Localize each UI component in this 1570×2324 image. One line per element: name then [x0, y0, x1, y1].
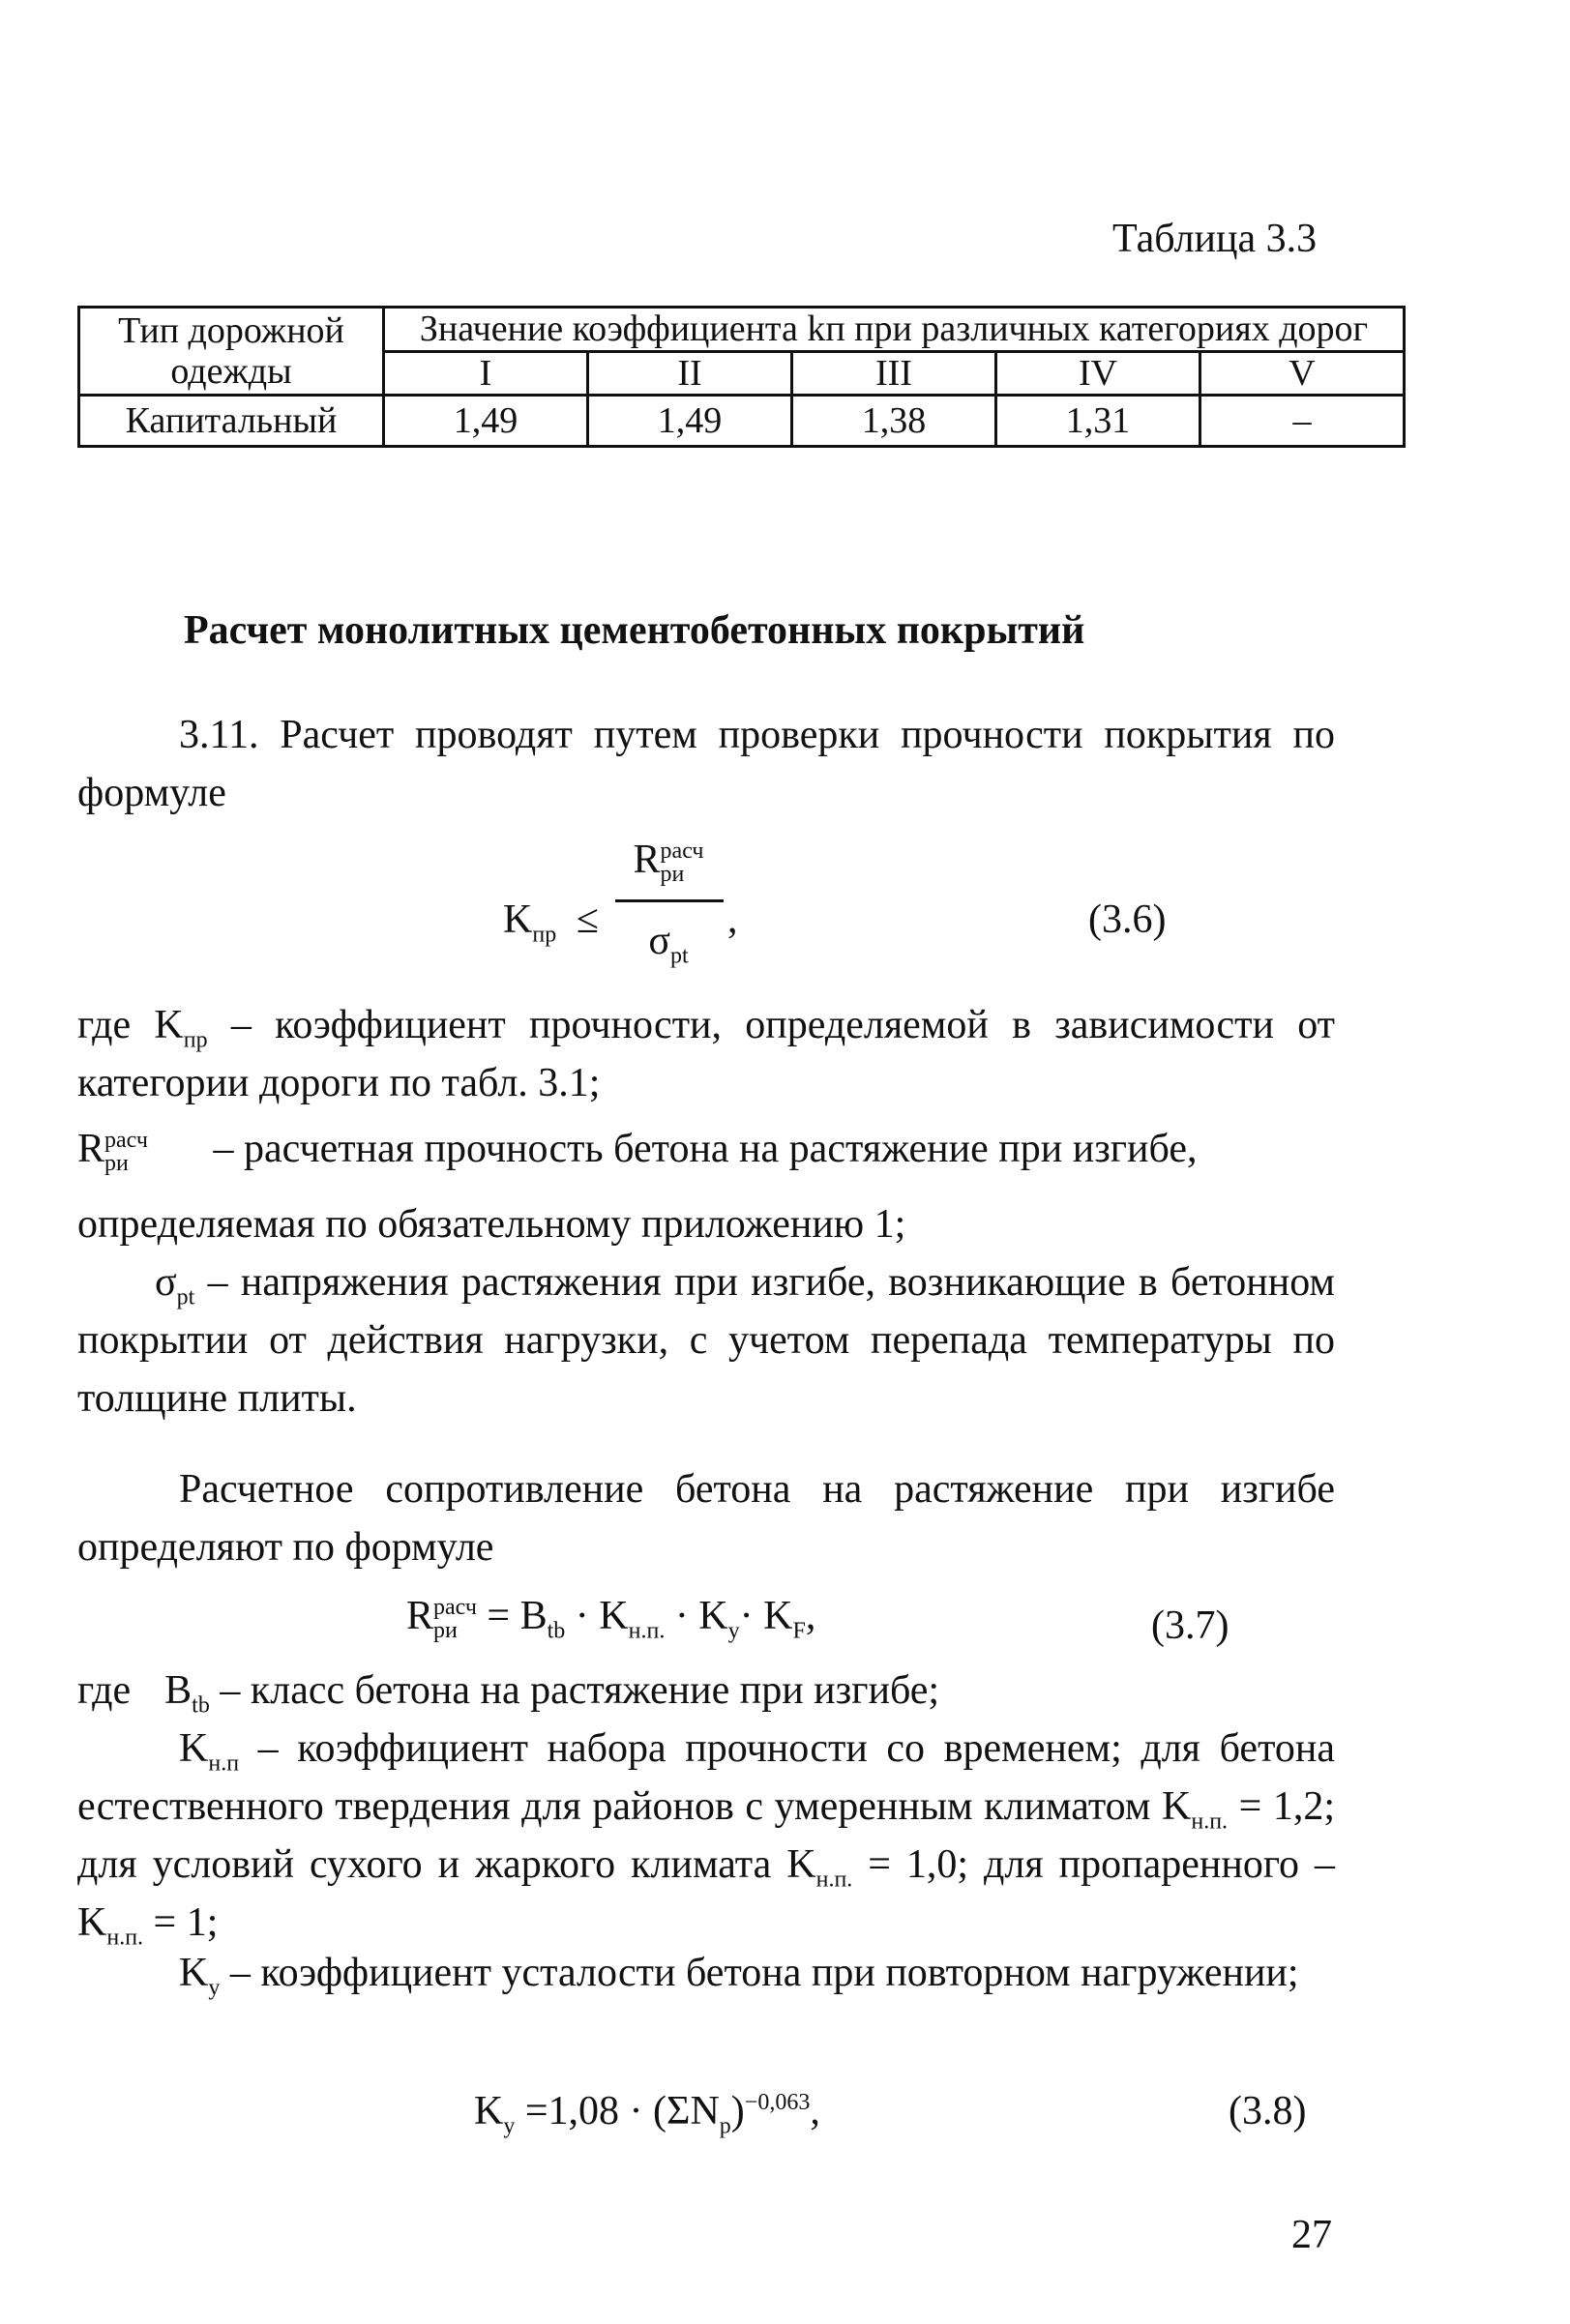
table-header-value: Значение коэффициента kп при различных категориях дорог	[384, 308, 1405, 352]
formula-3-7: R расч ри = $B_{tb} \cdot K_{н.п.} \cdot K_у\cdot K_F$,	[406, 1594, 816, 1644]
table-cell: 1,49	[384, 396, 588, 447]
table-cell: 1,49	[588, 396, 792, 447]
definition-sigma: $\sigma_{pt}$ – напряжения растяжения при изгибе, возникающие в бетонном покрытии от действия нагрузки, с учетом перепада температуры по толщине плиты.	[77, 1260, 1335, 1421]
definition-r: R расч ри – расчетная прочность бетона на растяжение при изгибе,	[77, 1127, 1198, 1177]
paragraph-resistance: Расчетное сопротивление бетона на растяжение при изгибе определяют по формуле	[77, 1467, 1335, 1570]
table-category: V	[1200, 351, 1405, 396]
definition-r-cont: определяемая по обязательному приложению 1;	[77, 1202, 906, 1247]
page-number: 27	[1291, 2213, 1332, 2257]
table-cell: 1,31	[996, 396, 1200, 447]
paragraph-3-11	[77, 706, 1335, 822]
formula-3-6-denominator: $\sigma_{pt}$	[648, 919, 689, 969]
table-category: I	[384, 351, 588, 396]
formula-3-8-number: (3.8)	[1229, 2089, 1307, 2133]
table-category: IV	[996, 351, 1200, 396]
table-category: III	[792, 351, 996, 396]
section-title: Расчет монолитных цементобетонных покрытий	[184, 608, 1085, 653]
formula-3-6-number: (3.6)	[1088, 897, 1167, 942]
coefficient-table	[77, 306, 1406, 448]
paragraph-text: 3.11. Расчет проводят путем проверки прочности покрытия по формуле	[77, 713, 1335, 815]
table-cell: 1,38	[792, 396, 996, 447]
definition-ky: $K_у$ – коэффициент усталости бетона при повторном нагружении;	[179, 1951, 1299, 2001]
formula-3-7-number: (3.7)	[1151, 1603, 1229, 1648]
formula-3-6-lhs: $K_{пр}$ ≤	[503, 897, 599, 948]
definition-knp: $K_{н.п}$ – коэффициент набора прочности со временем; для бетона естественного твердения для районов с умеренным климатом $K_{н.п.} = 1,2$; для условий сухого и жаркого климата $K_{н.п.} = 1,0$; для пропаренного – $K_{н.п.} = 1$;	[77, 1726, 1336, 1951]
formula-3-6-numerator: R расч ри	[633, 838, 704, 888]
table-caption: Таблица 3.3	[1112, 217, 1318, 261]
definition-btb: где $B_{tb}$ – класс бетона на растяжение при изгибе;	[77, 1668, 940, 1719]
table-header-type: Тип дорожной одежды	[79, 308, 384, 396]
formula-3-8: $K_у =1,08 \cdot (\Sigma N_р)^{-0,063}$,	[474, 2089, 820, 2139]
table-cell: –	[1200, 396, 1405, 447]
formula-3-6-fraction-bar	[615, 899, 724, 902]
definition-kpr: где $K_{пр}$ – коэффициент прочности, определяемой в зависимости от категории дороги по табл. 3.1;	[77, 1003, 1336, 1105]
table-category: II	[588, 351, 792, 396]
formula-3-6-tail: ,	[727, 897, 738, 942]
table-row-type: Капитальный	[79, 396, 384, 447]
